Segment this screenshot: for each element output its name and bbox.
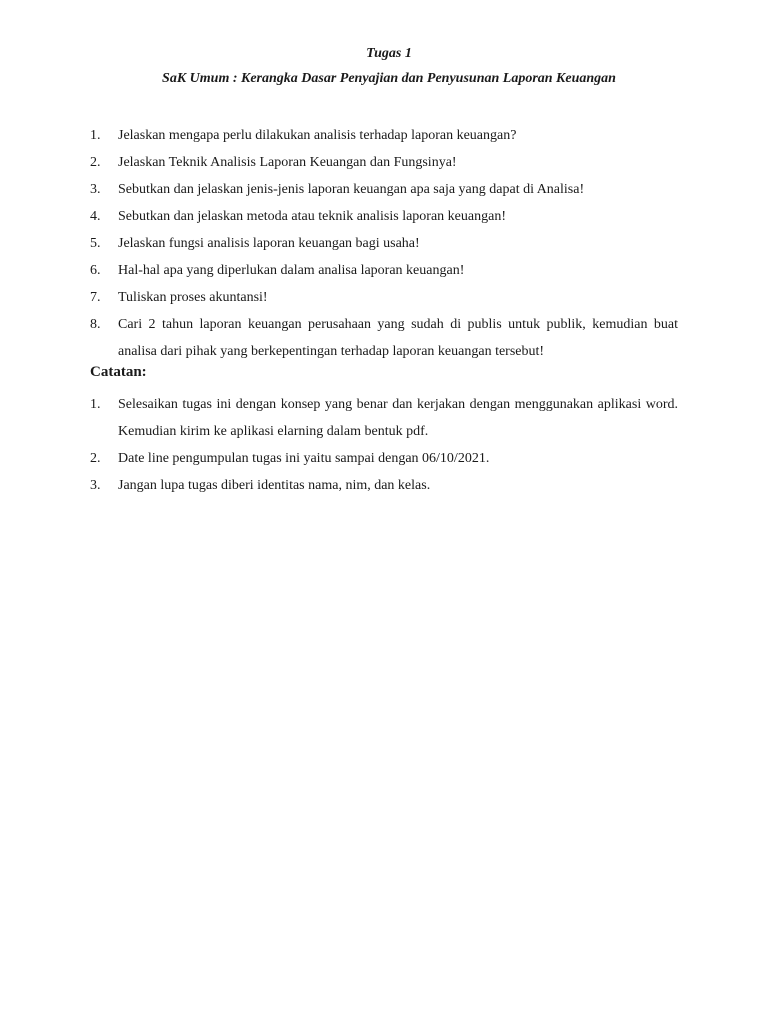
question-text: Jelaskan Teknik Analisis Laporan Keuangan dan Fungsinya! [118,155,457,170]
question-item [90,122,678,149]
note-number: 1. [90,397,101,412]
question-item [90,284,678,311]
question-text: Tuliskan proses akuntansi! [118,290,268,305]
question-item [90,257,678,284]
question-text: Sebutkan dan jelaskan jenis-jenis laporan keuangan apa saja yang dapat di Analisa! [118,182,585,197]
question-item [90,149,678,176]
question-number: 4. [90,209,101,224]
note-number: 3. [90,478,101,493]
question-list [90,122,678,365]
question-text: Hal-hal apa yang diperlukan dalam analisa laporan keuangan! [118,263,465,278]
question-text: Jelaskan mengapa perlu dilakukan analisis terhadap laporan keuangan? [118,128,517,143]
question-number: 2. [90,155,101,170]
question-number: 1. [90,128,101,143]
question-number: 6. [90,263,101,278]
question-item [90,311,678,365]
question-number: 3. [90,182,101,197]
question-item [90,203,678,230]
question-number: 8. [90,317,101,332]
question-item [90,176,678,203]
note-number: 2. [90,451,101,466]
question-text: Cari 2 tahun laporan keuangan perusahaan yang sudah di publis untuk publik, kemudian buat analisa dari pihak yang berkepentingan terhadap laporan keuangan tersebut! [118,317,678,359]
note-item [90,472,678,499]
note-text: Jangan lupa tugas diberi identitas nama, nim, dan kelas. [118,478,431,493]
question-text: Sebutkan dan jelaskan metoda atau teknik analisis laporan keuangan! [118,209,506,224]
document-subtitle: SaK Umum : Kerangka Dasar Penyajian dan Penyusunan Laporan Keuangan [162,71,616,86]
note-text: Date line pengumpulan tugas ini yaitu sampai dengan 06/10/2021. [118,451,490,466]
question-number: 5. [90,236,101,251]
note-item [90,391,678,445]
notes-list [90,391,678,499]
document-title: Tugas 1 [366,46,412,61]
note-text: Selesaikan tugas ini dengan konsep yang benar dan kerjakan dengan menggunakan aplikasi word. Kemudian kirim ke aplikasi elarning dalam bentuk pdf. [118,397,678,439]
notes-heading: Catatan: [90,364,147,380]
question-number: 7. [90,290,101,305]
question-text: Jelaskan fungsi analisis laporan keuangan bagi usaha! [118,236,420,251]
note-item [90,445,678,472]
question-item [90,230,678,257]
